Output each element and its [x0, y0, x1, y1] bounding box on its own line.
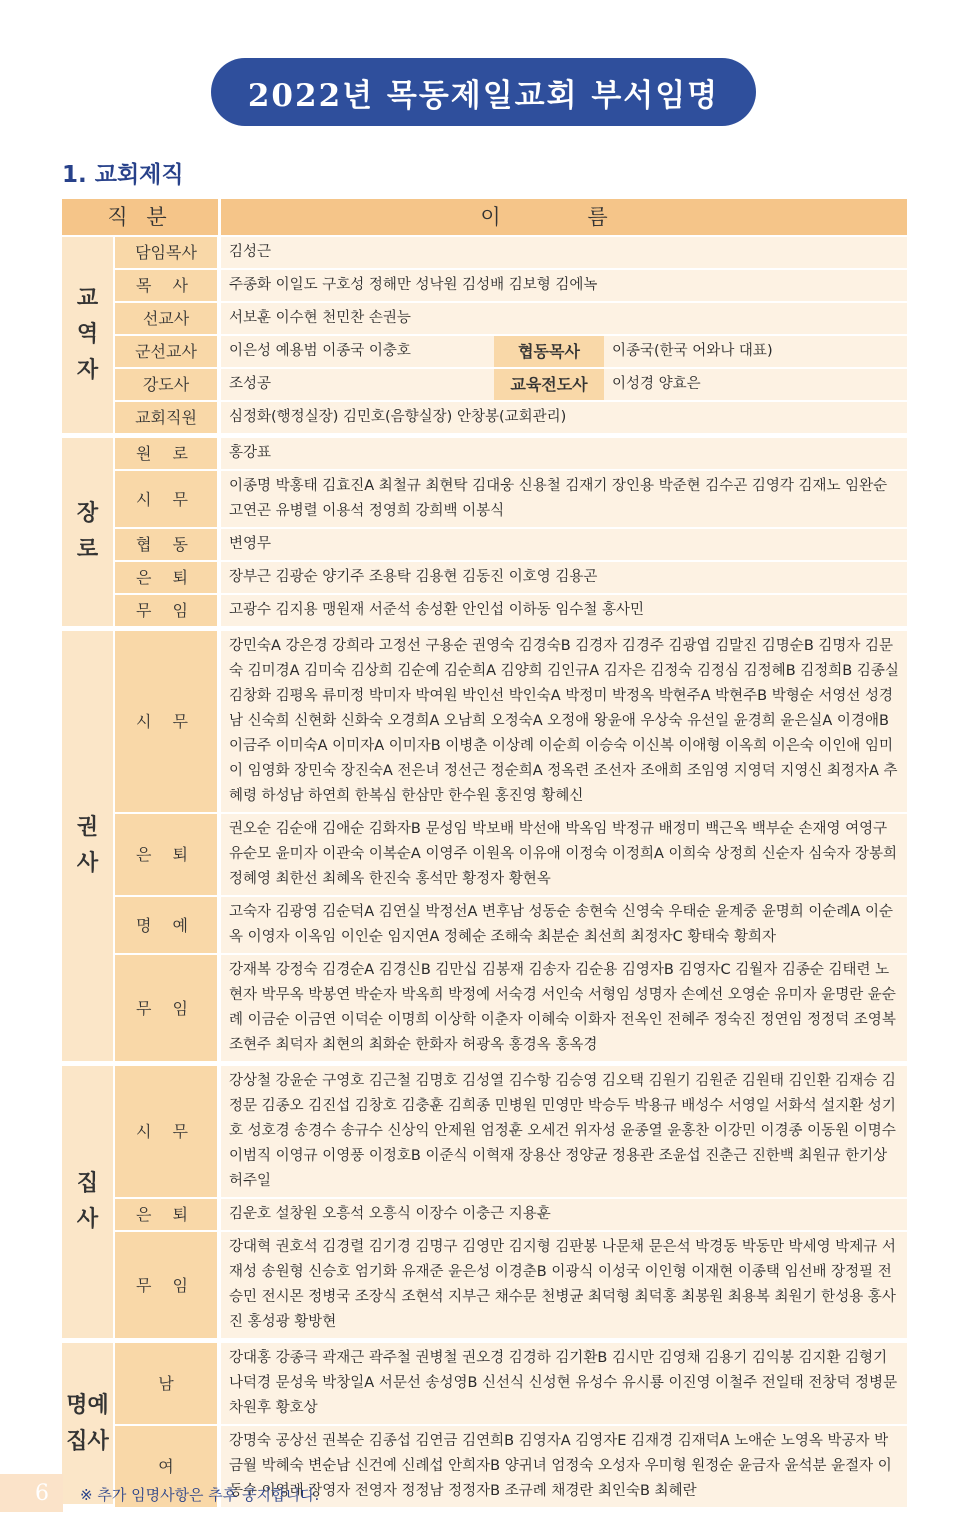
row-label-jipsa-eunte: 은 퇴 [115, 1199, 221, 1232]
row-label-hyeopdong-moksa: 협동목사 [494, 336, 604, 369]
row-names-jangno-eunte: 장부근 김광순 양기주 조용탁 김용현 김동진 이호영 김용곤 [221, 562, 907, 595]
group-jangno [62, 438, 115, 631]
row-names-gwonsa-simu: 강민숙A 강은경 강희라 고정선 구용순 권영숙 김경숙B 김경자 김경주 김광엽 김말진 김명순B 김명자 김문숙 김미경A 김미숙 김상희 김순예 김순희A 김양희 김인규A 김자은 김정숙 김정심 김정혜B 김정희B 김종실 김창화 김평옥 류미정 박미자 박여원 박인선 박인숙A 박정미 박정옥 박현주A 박현주B 박형순 서영선 성경남 신숙희 신현화 신화숙 오경희A 오남희 오정숙A 오정애 왕윤애 우상숙 유선일 윤경희 윤은실A 이경애B 이금주 이미숙A 이미자A 이미자B 이병춘 이상례 이순희 이승숙 이신복 이애형 이옥희 이은숙 이인애 임미이 임영화 장민숙 장진숙A 전은녀 정선근 정순희A 정옥련 조선자 조애희 조임영 지영덕 지영신 최정자A 추혜령 하성남 하연희 한복심 한삼만 한수원 홍진영 황혜신 [221, 631, 907, 814]
row-names-gwonsa-eunte: 권오순 김순애 김애순 김화자B 문성임 박보배 박선애 박옥임 박정규 배정미 백근옥 백부순 손재영 여영구 유순모 윤미자 이관숙 이복순A 이영주 이원옥 이유애 이정숙 이정희A 이희숙 상정희 신순자 심숙자 장봉희 정혜영 최한선 최혜옥 한진숙 홍석만 황정자 황현옥 [221, 814, 907, 897]
row-label-wonro: 원 로 [115, 438, 221, 471]
row-label-seongyosa: 선교사 [115, 303, 221, 336]
row-label-jigwon: 교회직원 [115, 402, 221, 438]
row-label-gwonsa-eunte: 은 퇴 [115, 814, 221, 897]
page-title: 2022년 목동제일교회 부서임명 [211, 58, 756, 126]
row-label-yeo: 여 [115, 1426, 221, 1509]
row-names-gwonsa-muim: 강재복 강정숙 김경순A 김경신B 김만십 김봉재 김송자 김순용 김영자B 김영자C 김월자 김종순 김태련 노현자 박무옥 박봉연 박순자 박옥희 박정예 서숙경 서인숙 서형임 성명자 손예선 오영순 유미자 윤명란 윤순례 이금순 이금연 이덕순 이명희 이상학 이춘자 이혜숙 이화자 전옥인 전혜주 정숙진 정연임 정정덕 조영복 조현주 최덕자 최현의 최화순 한화자 허광옥 홍경옥 홍옥경 [221, 955, 907, 1066]
group-jipsa [62, 1066, 115, 1343]
row-names-wonro: 홍강표 [221, 438, 907, 471]
row-label-damim: 담임목사 [115, 237, 221, 270]
row-label-gwonsa-myeongye: 명 예 [115, 897, 221, 955]
section-title: 1. 교회제직 [62, 162, 184, 188]
group-label: 집 사 [76, 1171, 99, 1232]
row-names-yeo: 강명숙 공상선 권복순 김종섭 김연금 김연희B 김영자A 김영자E 김재경 김재덕A 노애순 노영옥 박공자 박금월 박혜숙 변순남 신건예 신례섭 안희자B 양귀녀 엄정숙 오성자 우미형 원정순 윤금자 윤석분 윤절자 이동수 이영래 장영자 전영자 정정남 정정자B 조규례 채경란 최인숙B 최혜란 [221, 1426, 907, 1509]
row-label-jangno-eunte: 은 퇴 [115, 562, 221, 595]
row-names-jangno-simu: 이종명 박홍태 김효진A 최철규 최현탁 김대웅 신용철 김재기 장인용 박준현 김수곤 김영각 김재노 임완순 고연곤 유병렬 이용석 정영희 강희백 이봉식 [221, 471, 907, 529]
row-names-moksa: 주종화 이일도 구호성 정해만 성낙원 김성배 김보형 김에녹 [221, 270, 907, 303]
row-names-jipsa-muim: 강대혁 권호석 김경렬 김기경 김명구 김영만 김지형 김판봉 나문채 문은석 박경동 박동만 박세영 박제규 서재성 송원형 신승호 엄기화 유재준 윤은성 이경춘B 이광식 이성국 이인형 이재현 이종택 임선배 장정필 전승민 전시몬 정병국 조장식 조현석 지부근 채수문 천병균 최덕형 최덕홍 최봉원 최용복 최원기 한성용 홍사진 홍성광 황방현 [221, 1232, 907, 1343]
page-number: 6 [0, 1474, 63, 1512]
header-name: 이 름 [221, 199, 907, 237]
row-names-gwonsa-myeongye: 고숙자 김광영 김순덕A 김연실 박정선A 변후남 성동순 송현숙 신영숙 우태순 윤계중 윤명희 이순례A 이순옥 이영자 이옥임 이인순 임지연A 정혜순 조해숙 최분순 최선희 최정자C 황태숙 황희자 [221, 897, 907, 955]
row-label-gyoyuk-jeondosa: 교육전도사 [494, 369, 604, 402]
row-names-jipsa-simu: 강상철 강윤순 구영호 김근철 김명호 김성열 김수항 김승영 김오택 김원기 김원준 김원태 김인환 김재승 김정문 김종오 김진섭 김창호 김충훈 김희종 민병원 민영만 박승두 박용규 배성수 서영일 서화석 설지환 성기호 성호경 송경수 송규수 신상익 안제원 엄정훈 오세건 위자성 윤종열 윤홍찬 이강민 이경종 이동원 이명수 이범직 이영규 이영풍 이정호B 이준식 이혁재 장용산 정양균 정용관 조윤섭 진춘근 진한백 최원규 한기상 허주일 [221, 1066, 907, 1199]
row-names-jangno-hyeopdong: 변영무 [221, 529, 907, 562]
row-names-jipsa-eunte: 김운호 설창원 오흥석 오흥식 이장수 이충근 지용훈 [221, 1199, 907, 1232]
row-label-moksa: 목 사 [115, 270, 221, 303]
row-names-gunseon: 이은성 예용범 이종국 이충호 [221, 336, 494, 369]
row-label-gwonsa-muim: 무 임 [115, 955, 221, 1066]
row-label-jangno-hyeopdong: 협 동 [115, 529, 221, 562]
group-label: 교 역 자 [76, 286, 99, 383]
group-label: 장 로 [76, 501, 99, 562]
group-gwonsa [62, 631, 115, 1066]
row-label-jangno-muim: 무 임 [115, 595, 221, 631]
row-names-jigwon: 심정화(행정실장) 김민호(음향실장) 안창봉(교회관리) [221, 402, 907, 438]
group-label: 권 사 [76, 815, 99, 876]
row-names-hyeopdong-moksa: 이종국(한국 어와나 대표) [604, 336, 907, 369]
header-position: 직 분 [62, 199, 221, 237]
row-label-jipsa-simu: 시 무 [115, 1066, 221, 1199]
row-label-gangdosa: 강도사 [115, 369, 221, 402]
row-names-gangdosa: 조성공 [221, 369, 494, 402]
church-staff-table [62, 199, 907, 1509]
row-names-nam: 강대홍 강종극 곽재근 곽주철 권병철 권오경 김경하 김기환B 김시만 김영채 김용기 김익봉 김지환 김형기 나덕경 문성욱 박창일A 서문선 송성영B 신선식 신성현 유성수 유시룡 이진영 이철주 전일태 전창덕 정병문 차원후 황호상 [221, 1343, 907, 1426]
row-label-nam: 남 [115, 1343, 221, 1426]
row-label-jipsa-muim: 무 임 [115, 1232, 221, 1343]
group-gyoyeokja [62, 237, 115, 438]
row-label-jangno-simu: 시 무 [115, 471, 221, 529]
row-names-gyoyuk-jeondosa: 이성경 양효은 [604, 369, 907, 402]
row-label-gwonsa-simu: 시 무 [115, 631, 221, 814]
row-names-seongyosa: 서보훈 이수현 천민찬 손권능 [221, 303, 907, 336]
footer-note: ※ 추가 임명사항은 추후 공지합니다. [80, 1486, 320, 1504]
row-names-jangno-muim: 고광수 김지용 맹원재 서준석 송성환 안인섭 이하동 임수철 홍사민 [221, 595, 907, 631]
group-label: 명예 집사 [66, 1392, 109, 1454]
row-names-damim: 김성근 [221, 237, 907, 270]
row-label-gunseon: 군선교사 [115, 336, 221, 369]
